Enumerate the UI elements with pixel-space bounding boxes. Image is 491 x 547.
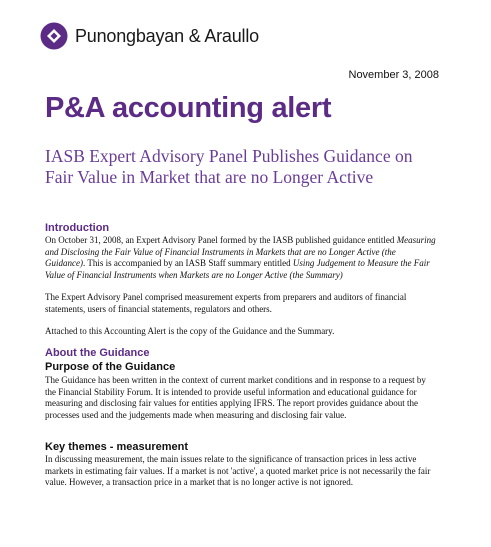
intro-text-segment: . This is accompanied by an IASB Staff summary entitled bbox=[83, 258, 293, 269]
key-themes-heading: Key themes - measurement bbox=[45, 441, 189, 453]
summary-title-italic: Using Judgement to Measure the Fair Value of Financial Instruments when Markets are no Longer Active (the Summary) bbox=[45, 258, 430, 280]
company-logo bbox=[40, 22, 259, 50]
purpose-heading: Purpose of the Guidance bbox=[45, 361, 176, 373]
page-title: P&A accounting alert bbox=[45, 92, 332, 124]
purpose-paragraph: The Guidance has been written in the context of current market conditions and in response to a request by the Financial Stability Forum. It is intended to provide useful information and educational guidance for measuring and disclosing fair values for entities applying IFRS. The report provides guidance about the processes used and the judgements made when measuring and disclosing fair value. bbox=[45, 375, 426, 420]
brand-name: Punongbayan & Araullo bbox=[75, 25, 259, 46]
key-themes-paragraph: In discussing measurement, the main issues relate to the significance of transaction prices in less active markets in estimating fair values. If a market is not 'active', a quoted market price is not necessarily the fair value. However, a transaction price in a market that is no longer active is not ignored. bbox=[45, 454, 431, 488]
introduction-paragraph-2: The Expert Advisory Panel comprised measurement experts from preparers and auditors of financial statements, users of financial statements, regulators and others. bbox=[45, 292, 407, 314]
guidance-title-italic: Measuring and Disclosing the Fair Value of Financial Instruments in Markets that are no Longer Active (the Guidance) bbox=[45, 235, 436, 269]
document-date: November 3, 2008 bbox=[348, 69, 439, 81]
logo-mark-icon bbox=[40, 22, 68, 50]
page-subtitle: IASB Expert Advisory Panel Publishes Guidance on Fair Value in Market that are no Longer Active bbox=[45, 146, 413, 187]
intro-text-segment: On October 31, 2008, an Expert Advisory Panel formed by the IASB published guidance entitled bbox=[45, 235, 397, 245]
introduction-paragraph-1 bbox=[45, 235, 437, 281]
introduction-paragraph-3: Attached to this Accounting Alert is the copy of the Guidance and the Summary. bbox=[45, 326, 335, 336]
introduction-heading: Introduction bbox=[45, 222, 110, 234]
about-guidance-heading: About the Guidance bbox=[45, 347, 150, 359]
